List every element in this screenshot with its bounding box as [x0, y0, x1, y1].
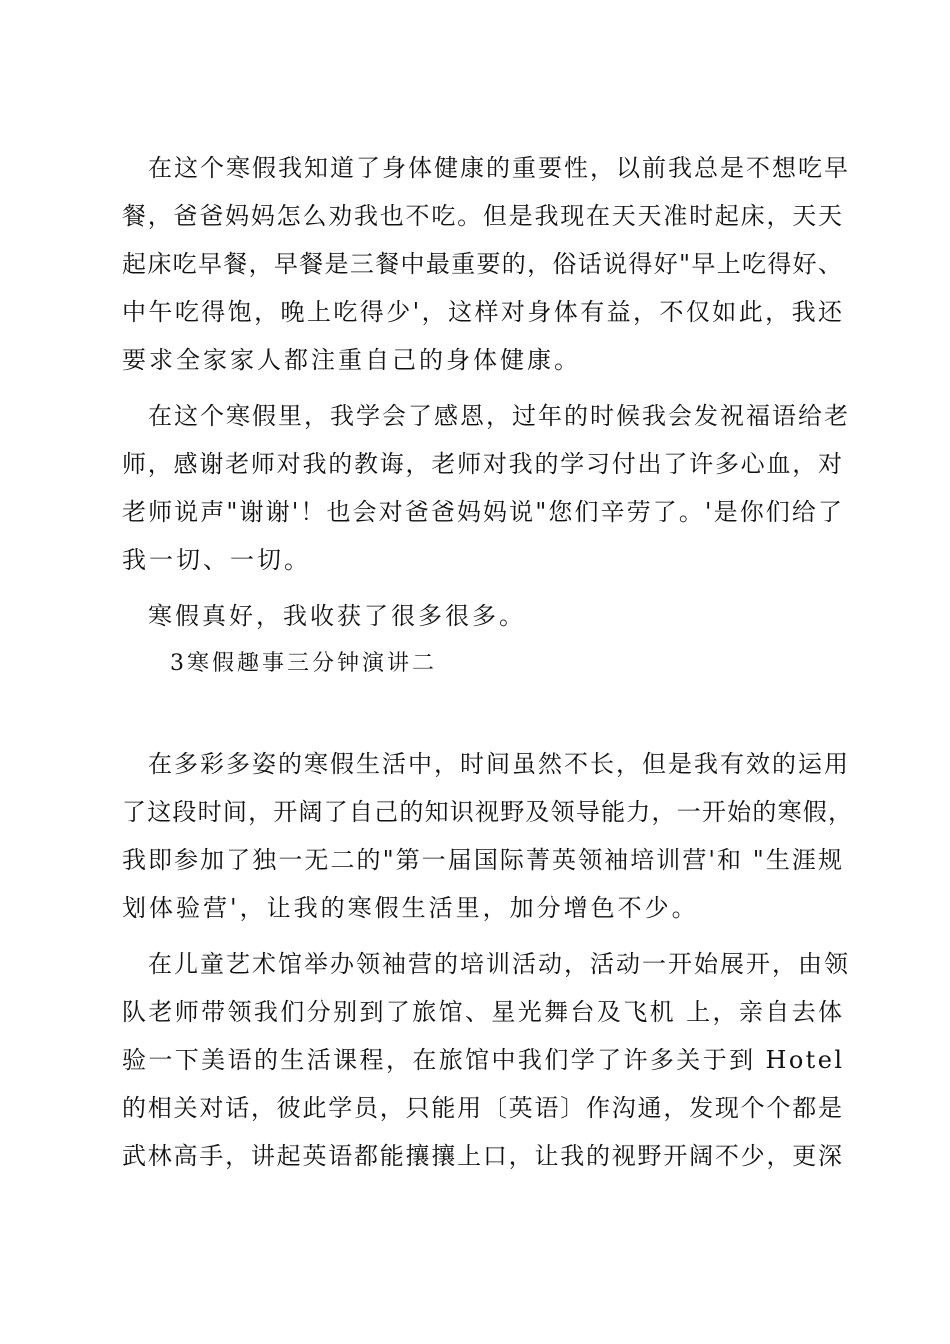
text-line: 餐，爸爸妈妈怎么劝我也不吃。但是我现在天天准时起床，天天 [122, 202, 844, 230]
text-line: 验一下美语的生活课程，在旅馆中我们学了许多关于到 Hotel [122, 1046, 845, 1074]
text-line: 划体验营'，让我的寒假生活里，加分增色不少。 [122, 894, 699, 922]
section-title: 3寒假趣事三分钟演讲二 [170, 651, 437, 676]
text-line: 在多彩多姿的寒假生活中，时间虽然不长，但是我有效的运用 [148, 750, 850, 778]
text-line: 队老师带领我们分别到了旅馆、星光舞台及飞机 上，亲自去体 [122, 998, 845, 1026]
text-line: 起床吃早餐，早餐是三餐中最重要的，俗话说得好"早上吃得好、 [122, 250, 844, 278]
text-line: 要求全家家人都注重自己的身体健康。 [122, 346, 581, 374]
text-line: 在这个寒假我知道了身体健康的重要性，以前我总是不想吃早 [148, 154, 850, 182]
text-line: 的相关对话，彼此学员，只能用〔英语〕作沟通，发现个个都是 [122, 1094, 844, 1122]
text-line: 寒假真好，我收获了很多很多。 [148, 602, 526, 630]
text-line: 师，感谢老师对我的教诲，老师对我的学习付出了许多心血，对 [122, 450, 844, 478]
text-line: 我一切、一切。 [122, 546, 311, 574]
text-line: 在这个寒假里，我学会了感恩，过年的时候我会发祝福语给老 [148, 402, 850, 430]
text-line: 中午吃得饱，晚上吃得少'，这样对身体有益，不仅如此，我还 [122, 298, 845, 326]
text-line: 了这段时间，开阔了自己的知识视野及领导能力，一开始的寒假， [122, 798, 854, 826]
text-line: 武林高手，讲起英语都能攘攘上口，让我的视野开阔不少，更深 [122, 1142, 844, 1170]
text-line: 在儿童艺术馆举办领袖营的培训活动，活动一开始展开，由领 [148, 950, 850, 978]
text-line: 我即参加了独一无二的"第一届国际菁英领袖培训营'和 "生涯规 [122, 846, 845, 874]
text-line: 老师说声"谢谢'！也会对爸爸妈妈说"您们辛劳了。'是你们给了 [122, 498, 845, 526]
